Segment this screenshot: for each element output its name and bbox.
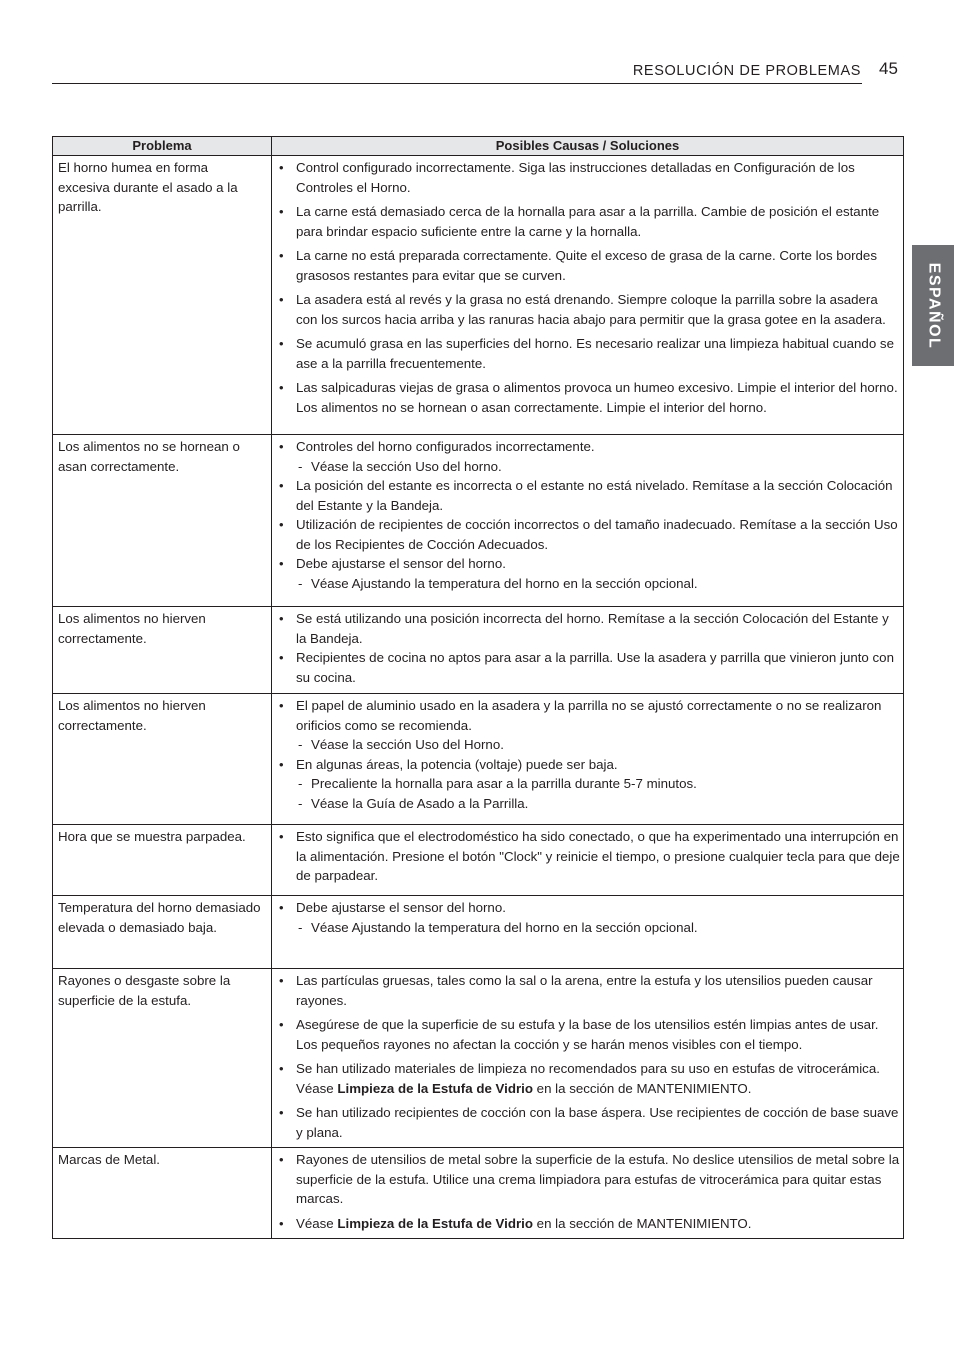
solution-text: Véase bbox=[296, 1215, 338, 1231]
solutions-cell bbox=[272, 607, 904, 694]
solution-emphasis: Limpieza de la Estufa de Vidrio bbox=[337, 1080, 533, 1096]
problem-cell: Los alimentos no hierven correctamente. bbox=[53, 694, 272, 825]
problem-cell: Temperatura del horno demasiado elevada o demasiado baja. bbox=[53, 896, 272, 969]
solution-item: • Debe ajustarse el sensor del horno. bbox=[276, 554, 901, 574]
solution-subitem: - Véase Ajustando la temperatura del horno en la sección opcional. bbox=[276, 918, 901, 938]
solution-list bbox=[276, 971, 901, 1142]
solution-item: • Rayones de utensilios de metal sobre la superficie de la estufa. No deslice utensilios de metal sobre la superficie de la estufa. Utilice una crema limpiadora para estufas de vitrocerámica para quitar estas marcas. bbox=[276, 1150, 901, 1209]
section-title: RESOLUCIÓN DE PROBLEMAS bbox=[632, 63, 861, 79]
solution-item: • Debe ajustarse el sensor del horno. bbox=[276, 898, 901, 918]
solution-list bbox=[276, 898, 901, 937]
solution-item: • Recipientes de cocina no aptos para asar a la parrilla. Use la asadera y parrilla que vinieron junto con su cocina. bbox=[276, 648, 901, 687]
solution-item: • Asegúrese de que la superficie de su estufa y la base de los utensilios estén limpias antes de usar. Los pequeños rayones no afectan la cocción y se harán menos visibles con el tiempo. bbox=[276, 1015, 901, 1054]
solution-item: • Utilización de recipientes de cocción incorrectos o del tamaño inadecuado. Remítase a la sección Uso de los Recipientes de Cocción Adecuados. bbox=[276, 515, 901, 554]
table-row bbox=[53, 156, 904, 435]
solution-subitem: - Véase la sección Uso del Horno. bbox=[276, 735, 901, 755]
troubleshooting-table bbox=[52, 136, 904, 1239]
solution-text: Se han utilizado materiales de limpieza no recomendados para su uso en estufas de vitrocerámica. Véase bbox=[296, 1061, 880, 1096]
problem-cell: Los alimentos no se hornean o asan correctamente. bbox=[53, 435, 272, 607]
column-header-problem: Problema bbox=[53, 137, 272, 156]
solution-list bbox=[276, 1150, 901, 1233]
solution-item: • Control configurado incorrectamente. Siga las instrucciones detalladas en Configuración de los Controles el Horno. bbox=[276, 158, 901, 197]
solution-text: en la sección de MANTENIMIENTO. bbox=[532, 1080, 752, 1096]
table-body bbox=[53, 156, 904, 1239]
solutions-cell bbox=[272, 156, 904, 435]
solution-item: • La carne está demasiado cerca de la hornalla para asar a la parrilla. Cambie de posición el estante para brindar espacio suficiente entre la carne y la hornalla. bbox=[276, 202, 901, 241]
solution-list bbox=[276, 609, 901, 687]
table-row bbox=[53, 825, 904, 896]
table-row bbox=[53, 969, 904, 1148]
solution-item: • Las salpicaduras viejas de grasa o alimentos provoca un humeo excesivo. Limpie el interior del horno. Los alimentos no se hornean o asan correctamente. Limpie el interior del horno. bbox=[276, 378, 901, 417]
solution-subitem: - Véase la Guía de Asado a la Parrilla. bbox=[276, 794, 901, 814]
solution-item: • La posición del estante es incorrecta o el estante no está nivelado. Remítase a la sección Colocación del Estante y la Bandeja. bbox=[276, 476, 901, 515]
header-rule bbox=[52, 83, 862, 84]
table-row bbox=[53, 1148, 904, 1239]
solution-text: en la sección de MANTENIMIENTO. bbox=[532, 1215, 752, 1231]
solution-item: • Se está utilizando una posición incorrecta del horno. Remítase a la sección Colocación del Estante y la Bandeja. bbox=[276, 609, 901, 648]
solutions-cell bbox=[272, 825, 904, 896]
solutions-cell bbox=[272, 969, 904, 1148]
language-tab-label: ESPAÑOL bbox=[925, 262, 942, 349]
table-row bbox=[53, 694, 904, 825]
solution-item: • Se acumuló grasa en las superficies del horno. Es necesario realizar una limpieza habitual cuando se ase a la parrilla frecuentemente. bbox=[276, 334, 901, 373]
solution-emphasis: Limpieza de la Estufa de Vidrio bbox=[337, 1215, 533, 1231]
solution-item: • La carne no está preparada correctamente. Quite el exceso de grasa de la carne. Corte los bordes grasosos restantes para evitar que se curven. bbox=[276, 246, 901, 285]
table-header-row bbox=[53, 137, 904, 156]
problem-cell: Marcas de Metal. bbox=[53, 1148, 272, 1239]
solution-item: • El papel de aluminio usado en la asadera y la parrilla no se ajustó correctamente o no se realizaron orificios como se recomienda. bbox=[276, 696, 901, 735]
solution-item: • Esto significa que el electrodoméstico ha sido conectado, o que ha experimentado una interrupción en la alimentación. Presione el botón "Clock" y reinicie el tiempo, o presione cualquier tecla para que deje de parpadear. bbox=[276, 827, 901, 886]
solution-subitem: - Precaliente la hornalla para asar a la parrilla durante 5-7 minutos. bbox=[276, 774, 901, 794]
table-row bbox=[53, 435, 904, 607]
solution-item: • La asadera está al revés y la grasa no está drenando. Siempre coloque la parrilla sobre la asadera con los surcos hacia arriba y las ranuras hacia abajo para permitir que la grasa gotee en la asadera. bbox=[276, 290, 901, 329]
problem-cell: Rayones o desgaste sobre la superficie de la estufa. bbox=[53, 969, 272, 1148]
table-row bbox=[53, 896, 904, 969]
solutions-cell bbox=[272, 896, 904, 969]
table-row bbox=[53, 607, 904, 694]
language-tab bbox=[912, 245, 954, 366]
solution-subitem: - Véase la sección Uso del horno. bbox=[276, 457, 901, 477]
page-number: 45 bbox=[879, 59, 898, 78]
problem-cell: Hora que se muestra parpadea. bbox=[53, 825, 272, 896]
solution-item bbox=[276, 1214, 901, 1234]
solution-item: • Controles del horno configurados incorrectamente. bbox=[276, 437, 901, 457]
solution-subitem: - Véase Ajustando la temperatura del horno en la sección opcional. bbox=[276, 574, 901, 594]
solution-item: • En algunas áreas, la potencia (voltaje) puede ser baja. bbox=[276, 755, 901, 775]
solution-list bbox=[276, 437, 901, 593]
problem-cell: El horno humea en forma excesiva durante el asado a la parrilla. bbox=[53, 156, 272, 435]
problem-cell: Los alimentos no hierven correctamente. bbox=[53, 607, 272, 694]
solution-item: • Las partículas gruesas, tales como la sal o la arena, entre la estufa y los utensilios pueden causar rayones. bbox=[276, 971, 901, 1010]
solution-list bbox=[276, 827, 901, 886]
solutions-cell bbox=[272, 1148, 904, 1239]
solution-item bbox=[276, 1059, 901, 1098]
column-header-solutions: Posibles Causas / Soluciones bbox=[272, 137, 904, 156]
solutions-cell bbox=[272, 435, 904, 607]
solution-list bbox=[276, 696, 901, 813]
solution-item: • Se han utilizado recipientes de cocción con la base áspera. Use recipientes de cocción de base suave y plana. bbox=[276, 1103, 901, 1142]
solutions-cell bbox=[272, 694, 904, 825]
solution-list bbox=[276, 158, 901, 417]
